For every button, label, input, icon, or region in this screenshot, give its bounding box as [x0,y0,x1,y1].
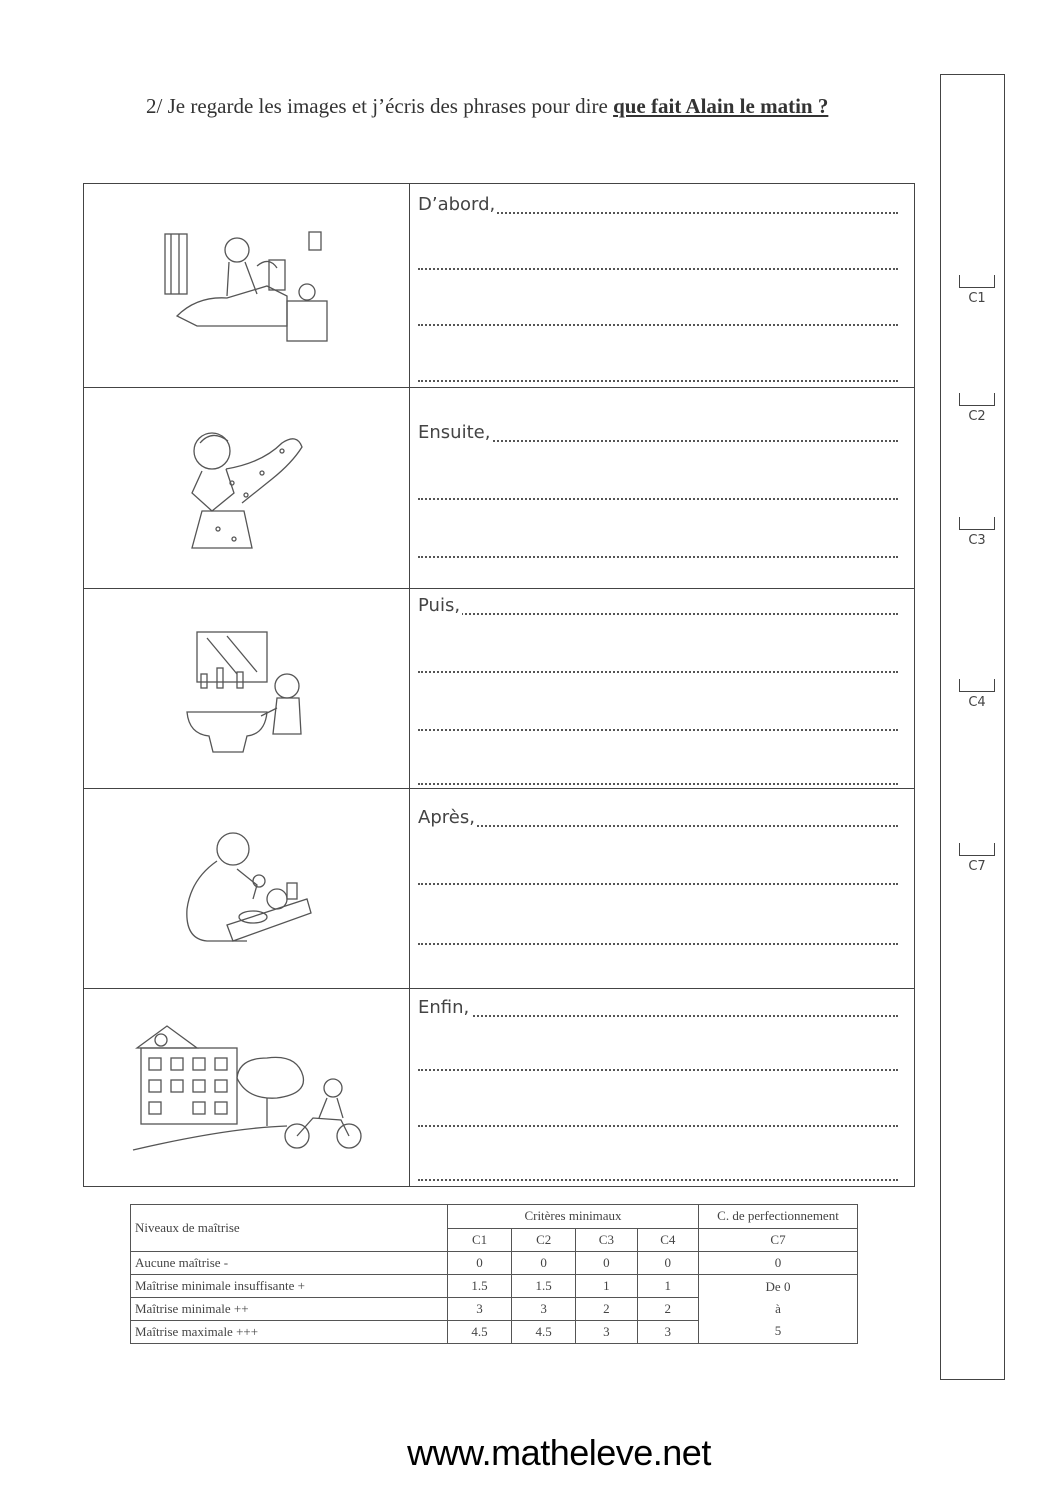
score-box-c4[interactable] [957,679,997,710]
answer-line[interactable] [418,1161,898,1181]
row-lead-text: Enfin, [418,997,470,1017]
score-cell: 0 [637,1252,698,1275]
answer-line[interactable] [418,595,898,615]
picture-cell [84,589,410,788]
row-lead-text: Après, [418,807,475,827]
picture-cell [84,989,410,1186]
criterion-header: C2 [512,1228,576,1252]
answer-row [84,788,914,988]
score-label: C3 [968,533,986,548]
answer-line[interactable] [418,362,898,382]
score-cell: 0 [699,1252,858,1275]
header-levels: Niveaux de maîtrise [131,1205,448,1252]
row-lead-text: Ensuite, [418,422,491,442]
criterion-header: C7 [699,1228,858,1252]
level-label: Maîtrise maximale +++ [131,1321,448,1344]
score-box-c3[interactable] [957,517,997,548]
score-box-c2[interactable] [957,393,997,424]
instruction [146,84,916,128]
answer-line[interactable] [418,422,898,442]
score-cell: 2 [576,1298,637,1321]
answer-line[interactable] [418,997,898,1017]
level-label: Aucune maîtrise - [131,1252,448,1275]
answer-line[interactable] [418,1051,898,1071]
answer-line[interactable] [418,1107,898,1127]
boy-at-washbasin-icon [177,624,317,754]
header-min-criteria: Critères minimaux [448,1205,699,1229]
c7-range-to: 5 [774,1323,782,1338]
picture-cell [84,388,410,588]
score-cell: 4.5 [448,1321,512,1344]
answer-table [83,183,915,1187]
answer-line[interactable] [418,807,898,827]
picture-cell [84,789,410,988]
score-cell: 1.5 [448,1275,512,1298]
score-cell: 0 [512,1252,576,1275]
score-cell: 3 [512,1298,576,1321]
header-perfection: C. de perfectionnement [699,1205,858,1229]
row-lead-text: D’abord, [418,194,496,214]
level-label: Maîtrise minimale insuffisante + [131,1275,448,1298]
score-cell: 0 [448,1252,512,1275]
level-label: Maîtrise minimale ++ [131,1298,448,1321]
score-cell: 4.5 [512,1321,576,1344]
criterion-header: C1 [448,1228,512,1252]
score-cell: 1.5 [512,1275,576,1298]
answer-line[interactable] [418,480,898,500]
answer-row [84,184,914,387]
answer-line[interactable] [418,711,898,731]
answer-cell [418,388,906,588]
score-label: C2 [968,409,986,424]
answer-line[interactable] [418,538,898,558]
answer-line[interactable] [418,250,898,270]
c7-range-sep: à [775,1301,781,1316]
score-box-c7[interactable] [957,843,997,874]
c7-range-from: De 0 [765,1279,791,1294]
boy-eating-breakfast-icon [177,829,317,949]
answer-line[interactable] [418,765,898,785]
criterion-header: C3 [576,1228,637,1252]
boy-waking-up-in-bed-icon [157,226,337,346]
score-column [940,74,1005,1380]
answer-line[interactable] [418,653,898,673]
score-cell: 1 [576,1275,637,1298]
row-lead-text: Puis, [418,595,461,615]
answer-line[interactable] [418,194,898,214]
instruction-question: que fait Alain le matin ? [613,94,829,118]
c7-range-cell [699,1275,858,1344]
boy-washing-in-shower-icon [172,423,322,553]
answer-cell [418,589,906,788]
answer-cell [418,789,906,988]
score-cell: 3 [637,1321,698,1344]
score-cell: 3 [576,1321,637,1344]
answer-row [84,988,914,1186]
picture-cell [84,184,410,387]
criterion-header: C4 [637,1228,698,1252]
answer-cell [418,184,906,387]
answer-cell [418,989,906,1186]
score-cell: 2 [637,1298,698,1321]
school-and-scooter-icon [127,1018,367,1158]
score-cell: 3 [448,1298,512,1321]
answer-line[interactable] [418,306,898,326]
score-box-c1[interactable] [957,275,997,306]
answer-row [84,387,914,588]
instruction-prefix: 2/ Je regarde les images et j’écris des phrases pour dire [146,94,614,118]
answer-line[interactable] [418,865,898,885]
answer-row [84,588,914,788]
grading-table [130,1204,858,1344]
answer-line[interactable] [418,925,898,945]
table-row [131,1252,858,1275]
score-cell: 0 [576,1252,637,1275]
footer-url: www.matheleve.net [407,1432,711,1473]
score-cell: 1 [637,1275,698,1298]
score-label: C1 [968,291,986,306]
table-row [131,1275,858,1298]
score-label: C7 [968,859,986,874]
score-label: C4 [968,695,986,710]
